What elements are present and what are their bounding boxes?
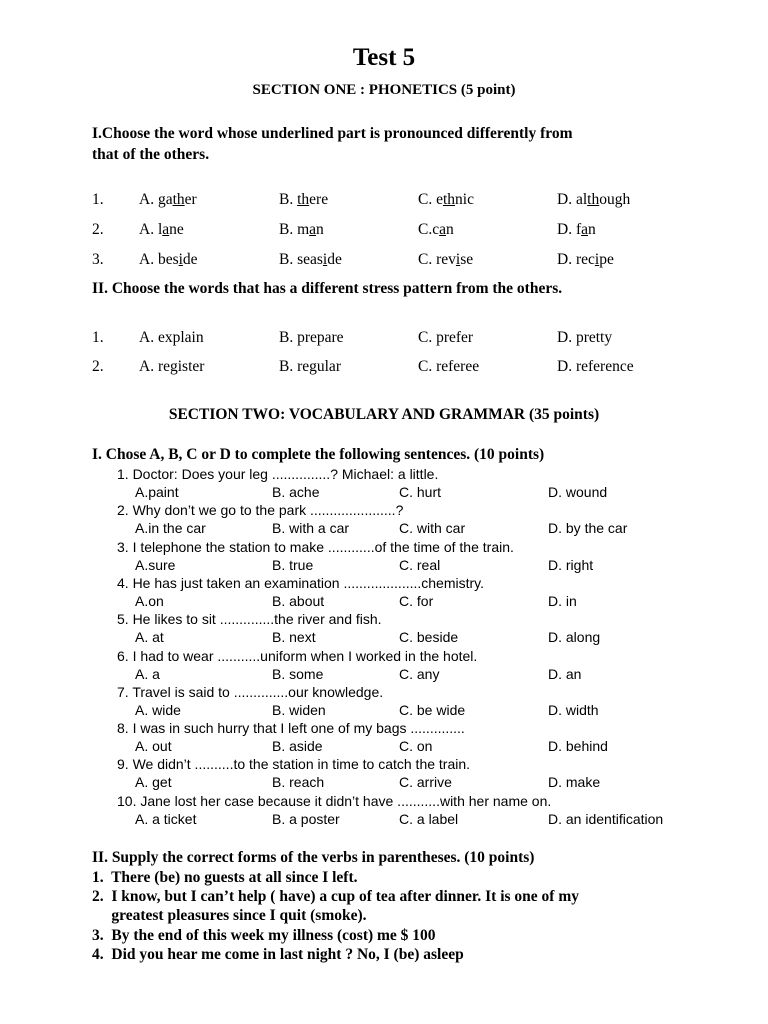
phonetics-option-a [139,191,197,209]
underlined-part: th [442,191,456,208]
mcq-option-c: C. any [399,665,440,682]
stress-number: 2. [92,358,104,375]
mcq-option-a: A. wide [135,701,181,718]
phonetics-number: 1. [92,191,104,208]
stress-number: 1. [92,329,104,346]
page-title: Test 5 [352,44,416,71]
mcq-instruction: I. Chose A, B, C or D to complete the following sentences. (10 points) [92,446,545,463]
mcq-option-c: C. hurt [399,484,442,500]
option-text: A. bes [139,251,179,268]
phonetics-option-c [418,221,454,239]
underlined-part: a [309,221,317,238]
phonetics-option-d [557,191,630,209]
option-text: de [182,251,198,268]
phonetics-option-d [557,221,596,239]
mcq-option-a: A. get [135,774,172,791]
mcq-option-c: C. arrive [399,774,452,791]
phonetics-option-a [139,251,198,269]
mcq-question: 4. He has just taken an examination ....................chemistry. [117,574,485,591]
option-text: A. ga [139,191,173,208]
mcq-question: 10. Jane lost her case because it didn’t have ...........with her name on. [117,792,552,809]
mcq-question: 7. Travel is said to ..............our knowledge. [117,683,384,700]
underlined-part: th [587,191,600,208]
stress-option-a: A. explain [139,329,204,346]
stress-option-d: D. pretty [557,329,613,346]
verb-exercise-line: 1. There (be) no guests at all since I left. [92,869,358,886]
underlined-part: th [172,191,185,208]
mcq-option-b: B. about [272,592,325,609]
verbs-instruction: II. Supply the correct forms of the verbs in parentheses. (10 points) [92,849,535,866]
mcq-question: 6. I had to wear ...........uniform when I worked in the hotel. [117,647,478,664]
mcq-question: 3. I telephone the station to make ............of the time of the train. [117,538,514,555]
mcq-option-a: A.paint [135,484,179,500]
mcq-option-a: A.in the car [135,520,206,537]
mcq-option-d: D. width [548,701,599,718]
phonetics-option-d [557,251,614,269]
option-text: ough [599,191,631,208]
verb-exercise-line: 4. Did you hear me come in last night ? No, I (be) asleep [92,946,464,963]
underlined-part: i [594,251,600,268]
mcq-option-d: D. along [548,629,601,646]
mcq-option-d: D. an [548,665,582,682]
mcq-option-b: B. aside [272,738,323,755]
underlined-part: i [455,251,461,268]
mcq-option-d: D. wound [548,484,608,500]
mcq-option-d: D. right [548,556,594,573]
underlined-part: th [297,191,310,208]
stress-instruction: II. Choose the words that has a different stress pattern from the others. [92,280,563,297]
mcq-option-c: C. a label [399,810,459,827]
mcq-option-d: D. an identification [548,810,664,827]
option-text: B. m [279,221,310,238]
option-text: B. seas [279,251,323,268]
option-text: B. [279,191,298,208]
mcq-option-c: C. be wide [399,701,466,718]
option-text: se [460,251,474,268]
stress-option-c: C. prefer [418,329,474,346]
phonetics-option-c [418,191,474,209]
option-text: C.c [418,221,440,238]
phonetics-number: 3. [92,251,104,268]
option-text: C. rev [418,251,456,268]
phonetics-option-b [279,221,324,239]
stress-option-c: C. referee [418,358,480,375]
mcq-option-b: B. with a car [272,520,350,537]
mcq-option-c: C. real [399,556,441,573]
option-text: de [327,251,342,268]
option-text: D. rec [557,251,595,268]
option-text: n [588,221,596,238]
underlined-part: a [439,221,446,238]
mcq-question: 9. We didn’t ..........to the station in time to catch the train. [117,756,471,773]
mcq-option-c: C. beside [399,629,459,646]
mcq-option-b: B. next [272,629,316,646]
underlined-part: i [322,251,328,268]
option-text: er [184,191,197,208]
option-text: ere [309,191,329,208]
phonetics-option-a [139,221,184,239]
mcq-option-c: C. for [399,592,434,609]
stress-option-b: B. prepare [279,329,344,346]
option-text: ne [169,221,184,238]
underlined-part: a [162,221,170,238]
option-text: pe [599,251,614,268]
phonetics-option-b [279,251,342,269]
mcq-option-d: D. behind [548,738,608,755]
option-text: n [316,221,324,238]
phonetics-option-b [279,191,328,209]
section-two-heading: SECTION TWO: VOCABULARY AND GRAMMAR (35 points) [168,406,600,423]
phonetics-instruction-line2: that of the others. [92,146,210,163]
mcq-option-a: A.sure [135,556,176,573]
mcq-option-b: B. true [272,556,314,573]
option-text: D. al [557,191,588,208]
mcq-option-d: D. make [548,774,601,791]
mcq-option-b: B. a poster [272,810,340,827]
mcq-question: 1. Doctor: Does your leg ...............? Michael: a little. [117,466,439,482]
underlined-part: a [581,221,588,238]
mcq-option-a: A. a ticket [135,810,197,827]
mcq-option-a: A. out [135,738,172,755]
mcq-option-a: A. a [135,665,160,682]
mcq-option-b: B. reach [272,774,325,791]
section-one-heading: SECTION ONE : PHONETICS (5 point) [252,82,516,98]
stress-option-d: D. reference [557,358,634,375]
mcq-option-a: A. at [135,629,164,646]
stress-option-a: A. register [139,358,205,375]
phonetics-instruction-line1: I.Choose the word whose underlined part is pronounced differently from [92,125,573,142]
mcq-question: 5. He likes to sit ..............the river and fish. [117,611,382,628]
option-text: D. f [557,221,582,238]
mcq-option-c: C. with car [399,520,466,537]
underlined-part: i [178,251,183,268]
mcq-question: 8. I was in such hurry that I left one of my bags .............. [117,720,465,737]
stress-option-b: B. regular [279,358,341,375]
mcq-option-c: C. on [399,738,433,755]
mcq-option-a: A.on [135,592,164,609]
verb-exercise-line: 3. By the end of this week my illness (cost) me $ 100 [92,927,436,944]
verb-exercise-line: 2. I know, but I can’t help ( have) a cup of tea after dinner. It is one of my [92,888,579,905]
option-text: A. l [139,221,163,238]
option-text: C. e [418,191,443,208]
option-text: n [445,221,454,238]
mcq-option-b: B. some [272,665,324,682]
mcq-option-b: B. widen [272,701,326,718]
phonetics-option-c [418,251,473,269]
mcq-option-b: B. ache [272,484,320,500]
mcq-question: 2. Why don’t we go to the park ......................? [117,502,404,519]
phonetics-number: 2. [92,221,104,238]
mcq-option-d: D. in [548,592,577,609]
verb-exercise-line: greatest pleasures since I quit (smoke). [92,907,367,924]
mcq-option-d: D. by the car [548,520,628,537]
option-text: nic [455,191,474,208]
